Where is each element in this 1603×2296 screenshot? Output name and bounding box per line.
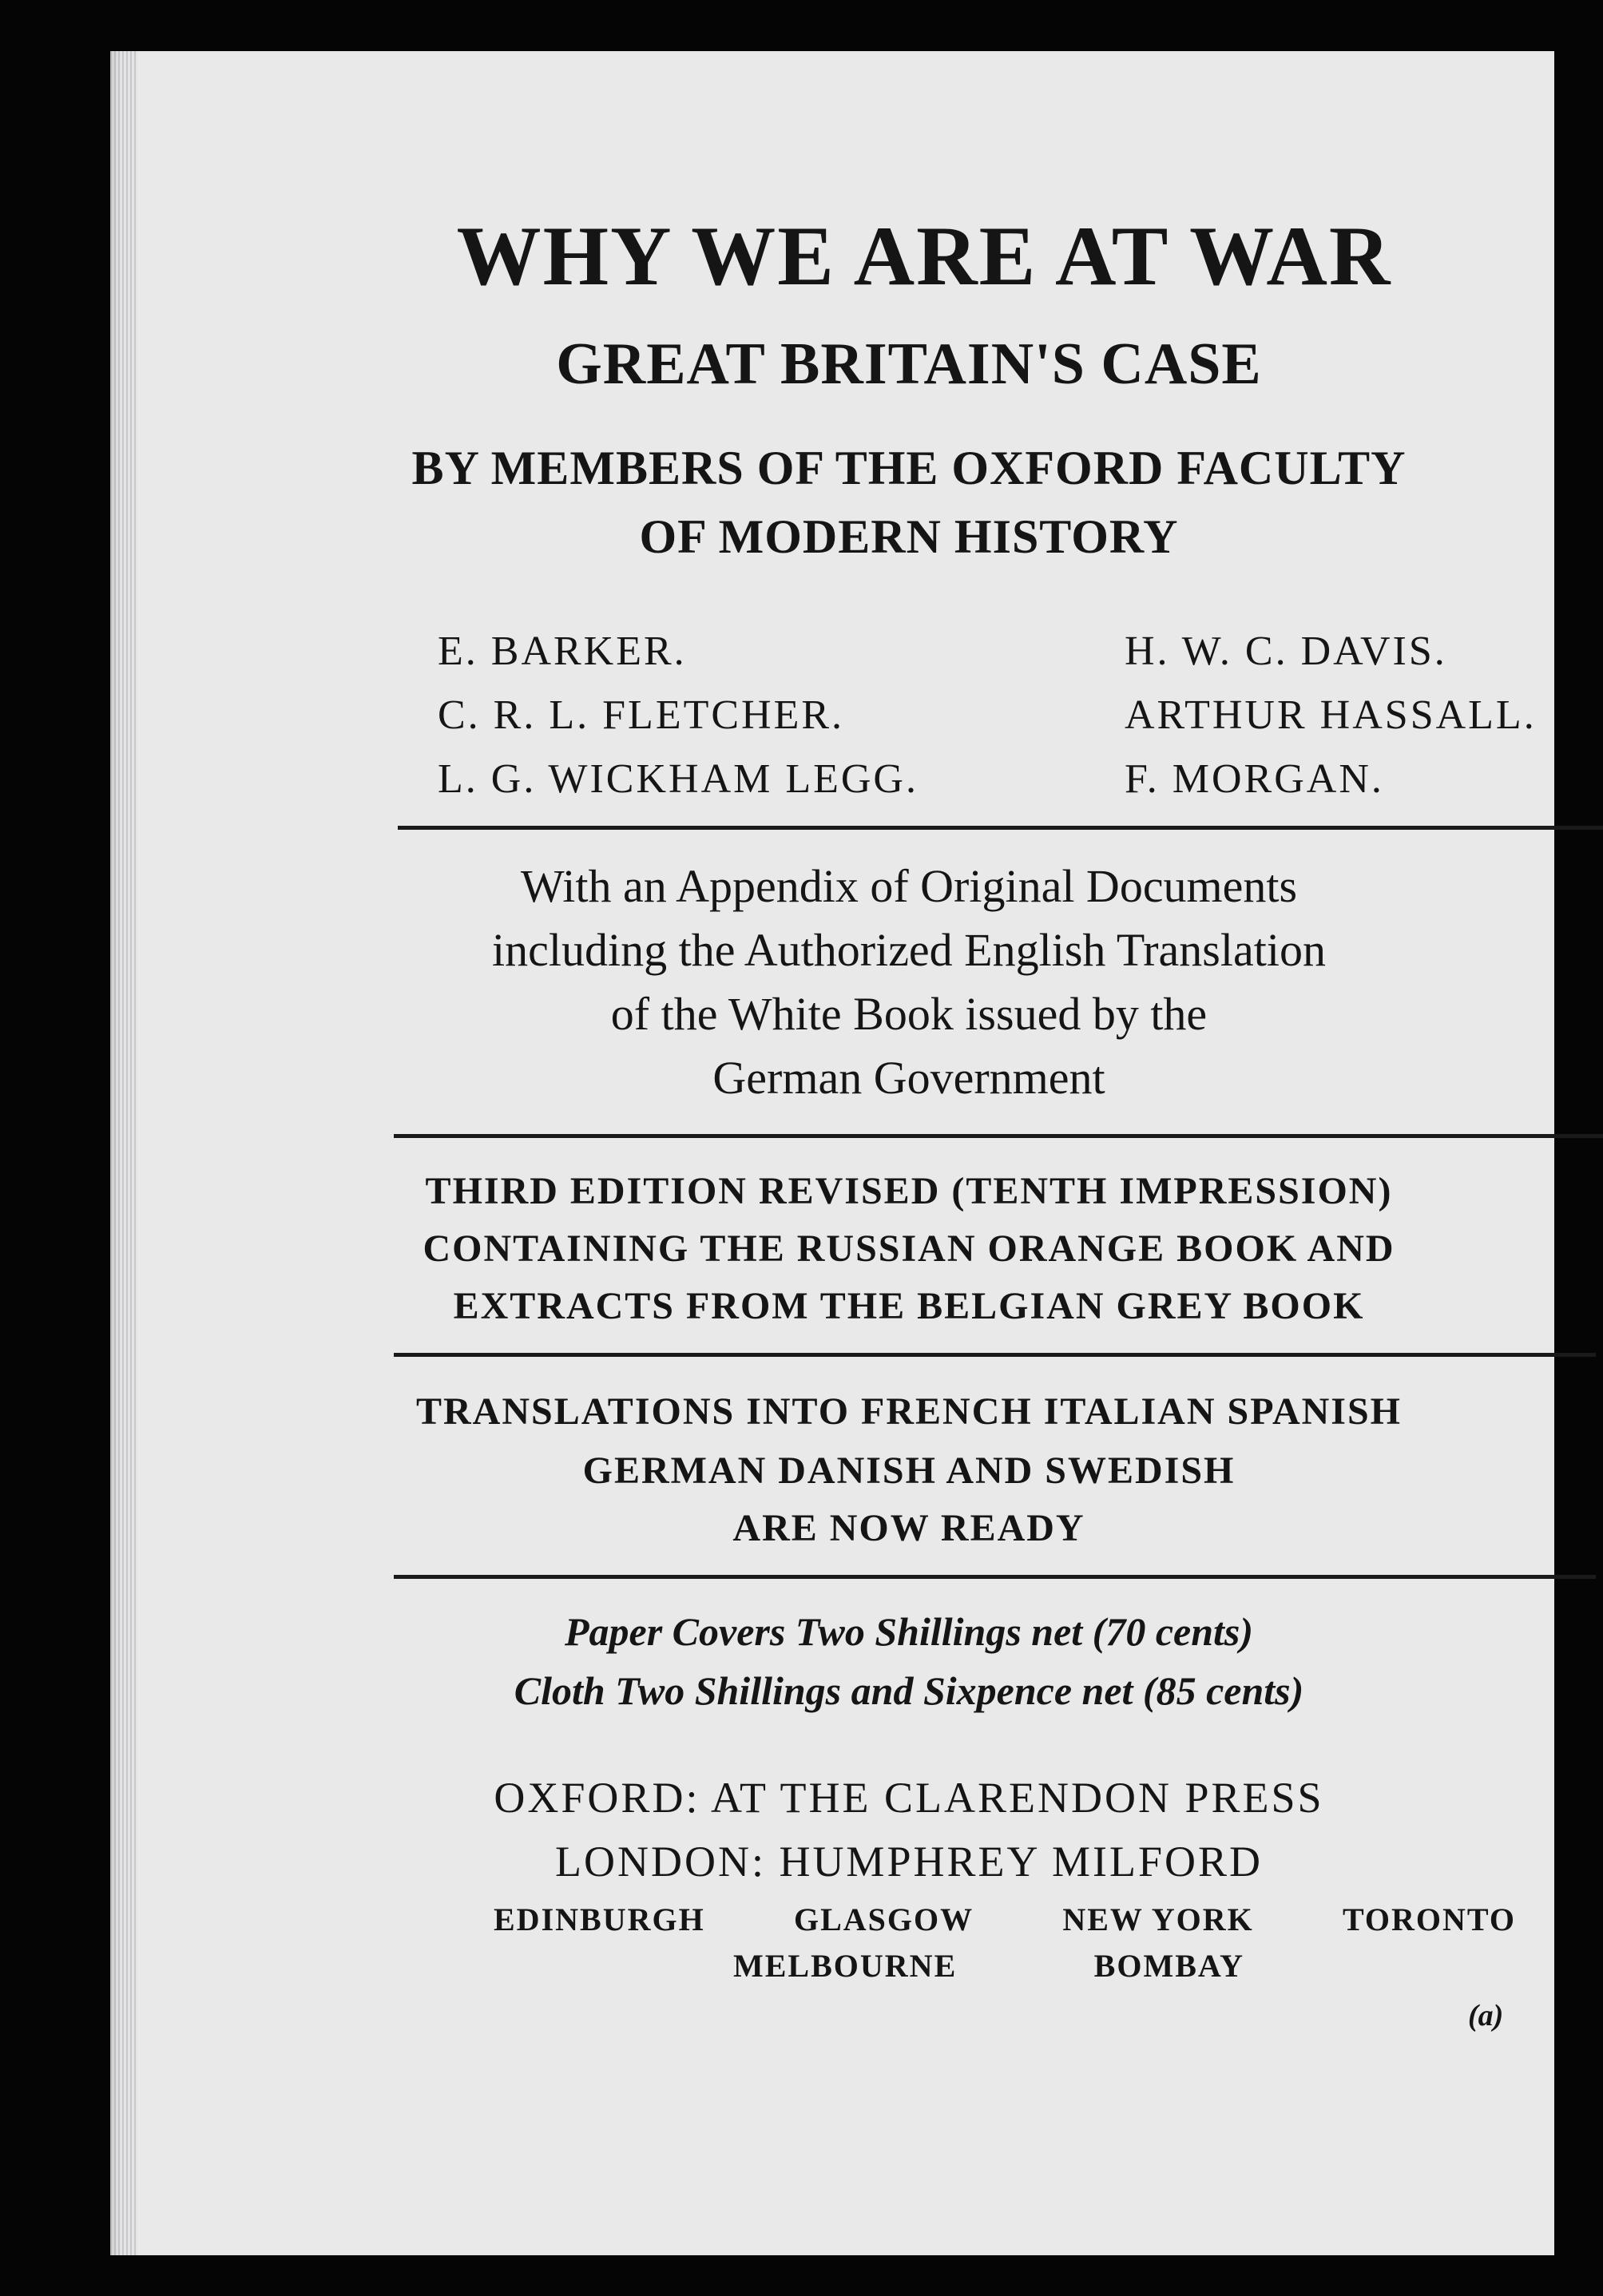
book-title: WHY WE ARE AT WAR: [456, 209, 1392, 303]
divider-rule: [394, 1134, 1603, 1138]
author-name: ARTHUR HASSALL.: [1125, 692, 1537, 738]
city-name: TORONTO: [1342, 1901, 1516, 1937]
city-name: MELBOURNE: [733, 1948, 958, 1984]
author-row: [438, 692, 1572, 755]
city-name: EDINBURGH: [494, 1901, 705, 1937]
author-name: C. R. L. FLETCHER.: [438, 692, 845, 738]
publisher-cities-2: [733, 1947, 1244, 1985]
title-page-content: [110, 51, 1554, 2255]
author-name: L. G. WICKHAM LEGG.: [438, 756, 919, 802]
author-name: F. MORGAN.: [1125, 756, 1384, 802]
author-list: [438, 628, 1572, 819]
divider-rule: [398, 826, 1603, 830]
price-cloth: Cloth Two Shillings and Sixpence net (85 cents): [514, 1668, 1304, 1713]
author-name: H. W. C. DAVIS.: [1125, 629, 1447, 674]
author-row: [438, 628, 1572, 692]
city-name: NEW YORK: [1062, 1901, 1254, 1937]
signature-mark: (a): [1468, 1999, 1504, 2032]
translations-line-3: ARE NOW READY: [732, 1507, 1085, 1549]
translations-line-2: GERMAN DANISH AND SWEDISH: [582, 1449, 1236, 1492]
city-name: GLASGOW: [793, 1901, 974, 1937]
divider-rule: [394, 1353, 1596, 1357]
edition-line-3: EXTRACTS FROM THE BELGIAN GREY BOOK: [453, 1285, 1365, 1327]
city-name: BOMBAY: [1093, 1948, 1244, 1984]
publisher-line-1: OXFORD: AT THE CLARENDON PRESS: [494, 1774, 1324, 1822]
byline-line-2: OF MODERN HISTORY: [639, 510, 1179, 563]
publisher-cities: [494, 1901, 1516, 1938]
edition-line-2: CONTAINING THE RUSSIAN ORANGE BOOK AND: [423, 1227, 1395, 1270]
appendix-line-1: With an Appendix of Original Documents: [520, 860, 1298, 912]
author-name: E. BARKER.: [438, 629, 687, 674]
translations-line-1: TRANSLATIONS INTO FRENCH ITALIAN SPANISH: [415, 1390, 1402, 1433]
publisher-line-2: LONDON: HUMPHREY MILFORD: [554, 1838, 1264, 1886]
author-row: [438, 755, 1572, 819]
appendix-line-3: of the White Book issued by the: [610, 988, 1208, 1040]
divider-rule: [394, 1575, 1596, 1579]
price-paper: Paper Covers Two Shillings net (70 cents): [564, 1609, 1254, 1654]
book-page: [110, 51, 1554, 2255]
appendix-line-4: German Government: [712, 1052, 1105, 1104]
edition-line-1: THIRD EDITION REVISED (TENTH IMPRESSION): [425, 1170, 1393, 1212]
appendix-line-2: including the Authorized English Translation: [492, 924, 1326, 976]
book-subtitle: GREAT BRITAIN'S CASE: [556, 331, 1262, 397]
byline-line-1: BY MEMBERS OF THE OXFORD FACULTY: [411, 442, 1407, 494]
